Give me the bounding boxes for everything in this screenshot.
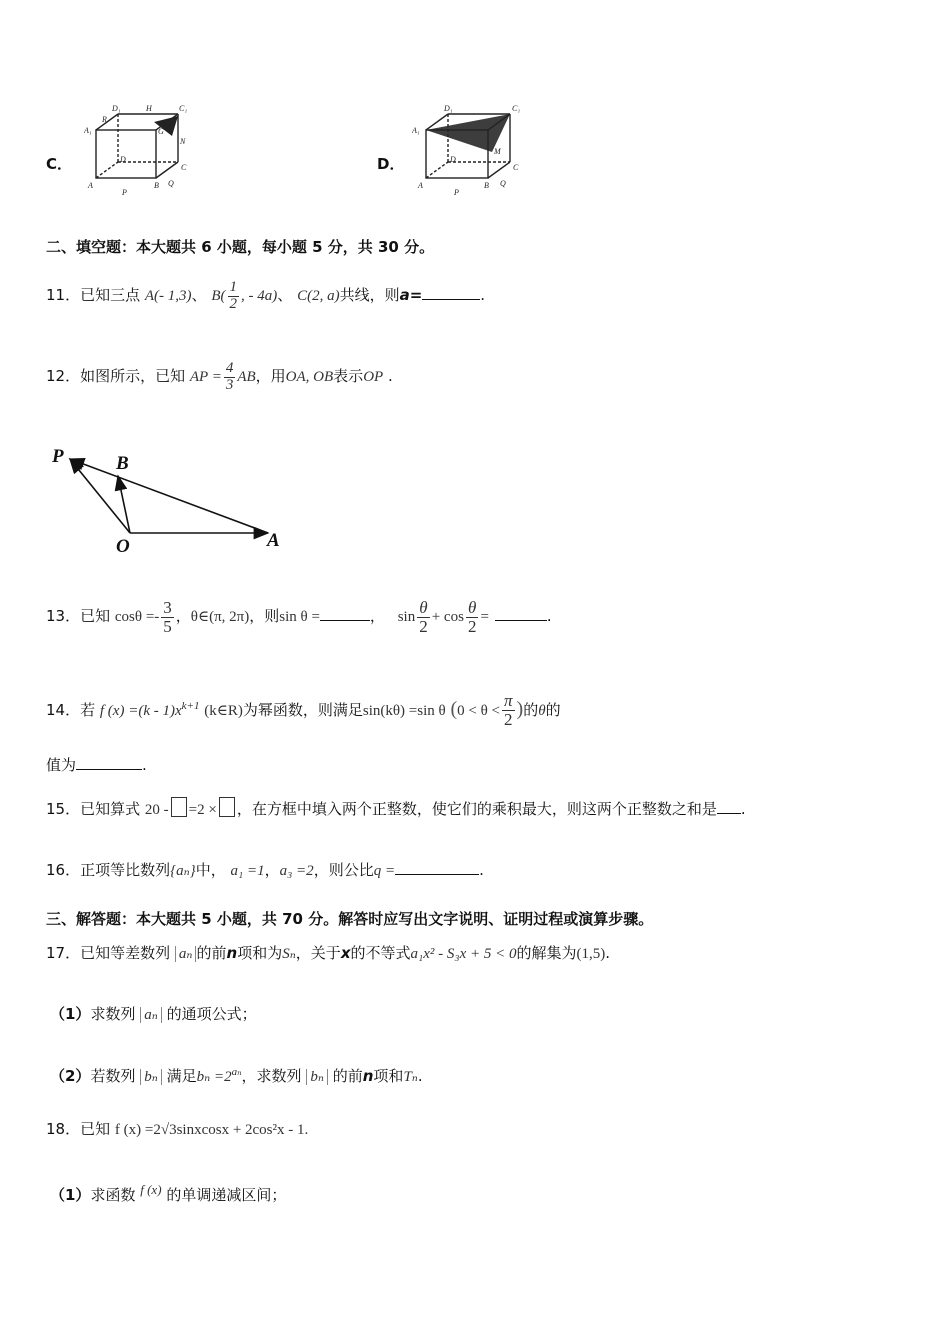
q12-end: .	[387, 367, 393, 385]
q18-p1-text: 求函数	[90, 1186, 136, 1204]
q12-target: OP	[363, 369, 384, 385]
q17-x: x	[340, 944, 351, 962]
q12-text2: ，用	[255, 367, 286, 385]
q17-p2-label: （2）	[50, 1067, 91, 1085]
q13-number: 13．	[46, 607, 81, 625]
q13-blank-2[interactable]	[495, 619, 547, 621]
q11-pb-den: 2	[229, 296, 238, 313]
q15-box-1[interactable]	[171, 797, 187, 817]
q13-half-num-2: θ	[466, 599, 479, 618]
svg-text:B: B	[484, 181, 489, 190]
q17-n: n	[226, 944, 238, 962]
question-18-part-1	[50, 1176, 286, 1209]
q17-text6: 的解集为	[516, 944, 577, 962]
svg-text:A: A	[418, 181, 423, 190]
q17-end: .	[605, 944, 611, 962]
q13-cos-num: 3	[163, 598, 172, 618]
q17-text: 已知等差数列	[80, 944, 171, 962]
q17-p1-text: 求数列	[90, 1005, 136, 1023]
q13-cos-lhs: cosθ =-	[114, 609, 160, 625]
q14-paren-open: (	[450, 698, 458, 720]
q17-p2-sequence-2: bₙ	[306, 1069, 328, 1085]
q14-theta: θ	[538, 703, 546, 719]
q11-number: 11．	[46, 286, 81, 304]
svg-text:Q: Q	[500, 179, 506, 188]
q17-p1-sequence: aₙ	[140, 1007, 162, 1023]
section-fill-heading: 二、填空题：本大题共 6 小题，每小题 5 分，共 30 分。	[46, 238, 435, 256]
q13-half-angle	[397, 598, 489, 637]
q11-pb-pre: B(	[211, 288, 226, 304]
svg-text:A₁: A₁	[84, 126, 92, 135]
q16-sequence: {aₙ}	[170, 863, 196, 879]
svg-text:D: D	[120, 155, 126, 164]
q14-equation: sin(kθ) =sin θ	[362, 703, 446, 719]
q17-p2-end: .	[417, 1067, 423, 1085]
q15-expr2: =2 ×	[188, 802, 217, 818]
question-17-part-2	[50, 1058, 423, 1091]
svg-text:D₁: D₁	[112, 104, 121, 113]
svg-text:C: C	[181, 163, 187, 172]
q14-line2-text: 值为	[46, 756, 77, 774]
q17-p2-sequence: bₙ	[140, 1069, 162, 1085]
label-o: O	[116, 536, 130, 557]
question-17-part-1	[50, 1000, 257, 1029]
svg-text:G: G	[158, 127, 164, 136]
q18-text: 已知	[80, 1120, 111, 1138]
q17-p2-text3: ，求数列	[241, 1067, 302, 1085]
q14-function	[99, 700, 200, 719]
q15-end: .	[740, 800, 746, 818]
q14-paren-close: )	[516, 698, 524, 720]
q11-point-a: A(- 1,3)	[144, 288, 192, 304]
q14-text: 若	[80, 701, 96, 719]
q11-answer-blank[interactable]	[422, 298, 480, 300]
q16-answer-blank[interactable]	[395, 873, 479, 875]
q12-lhs: AP =	[189, 369, 222, 385]
q18-p1-text2: 的单调递减区间；	[166, 1186, 287, 1204]
q17-sn: Sₙ	[282, 946, 296, 962]
q13-plus-cos: + cos	[431, 609, 464, 625]
q15-text: 已知算式	[80, 800, 141, 818]
q15-expr1: 20 -	[144, 802, 169, 818]
q15-text2: ，在方框中填入两个正整数，使它们的乘积最大，则这两个正整数之和是	[236, 800, 717, 818]
q13-comma2: ，	[369, 607, 385, 625]
q17-sequence: aₙ	[175, 946, 197, 962]
q13-half-den: 2	[419, 617, 428, 637]
q14-answer-blank[interactable]	[76, 768, 142, 770]
q11-pb-num: 1	[229, 279, 238, 296]
q17-p2-text5: 项和	[373, 1067, 404, 1085]
svg-text:H: H	[146, 104, 152, 113]
q14-func: f (x) =(k - 1)x	[99, 703, 182, 719]
q17-p2-n: n	[362, 1067, 374, 1085]
q17-p2-text: 若数列	[90, 1067, 136, 1085]
q15-box-2[interactable]	[219, 797, 235, 817]
q12-number: 12．	[46, 367, 81, 385]
question-14	[46, 684, 561, 733]
q17-p2-text2: 满足	[166, 1067, 197, 1085]
svg-text:M: M	[494, 147, 501, 156]
q14-range-den: 2	[504, 710, 513, 729]
q17-p1-text2: 的通项公式；	[166, 1005, 257, 1023]
q17-text5: 的不等式	[350, 944, 411, 962]
q16-a3: a₃ =2	[279, 863, 314, 879]
q17-p1-label: （1）	[50, 1005, 91, 1023]
question-15	[46, 796, 746, 823]
q14-range-lhs: 0 < θ <	[457, 703, 501, 719]
q17-inequality: a₁x² - S₃x + 5 < 0	[410, 946, 517, 962]
label-a: A	[267, 530, 280, 551]
q11-end: .	[480, 286, 486, 304]
q15-answer-blank[interactable]	[717, 812, 741, 814]
svg-text:R: R	[102, 115, 107, 124]
svg-text:A₁: A₁	[412, 126, 420, 135]
svg-text:P: P	[122, 188, 127, 196]
q12-frac-den: 3	[225, 377, 234, 394]
q13-half-num: θ	[417, 599, 430, 618]
q17-text4: ，关于	[295, 944, 341, 962]
question-14-line2	[46, 754, 147, 775]
section-answer-heading: 三、解答题：本大题共 5 小题，共 70 分。解答时应写出文字说明、证明过程或演算步骤。	[46, 910, 654, 928]
q15-number: 15．	[46, 800, 81, 818]
q17-text3: 项和为	[237, 944, 283, 962]
q16-a1: a₁ =1	[230, 863, 265, 879]
q18-p1-label: （1）	[50, 1186, 91, 1204]
q12-text: 如图所示，已知	[80, 367, 186, 385]
svg-text:A: A	[88, 181, 93, 190]
q14-end: .	[142, 756, 147, 774]
q17-number: 17．	[46, 944, 81, 962]
q16-text2: 中，	[195, 861, 226, 879]
svg-text:C₁: C₁	[512, 104, 521, 113]
q14-exp: k+1	[181, 700, 200, 712]
q11-pb-post: , - 4a)	[241, 288, 278, 304]
q16-text: 正项等比数列	[80, 861, 171, 879]
question-11	[46, 278, 485, 313]
question-17	[46, 938, 610, 969]
q13-blank-1[interactable]	[320, 619, 370, 621]
svg-text:C: C	[513, 163, 519, 172]
q18-number: 18．	[46, 1120, 81, 1138]
q12-text3: 表示	[333, 367, 364, 385]
cube-figure-d	[412, 100, 528, 196]
q12-equation	[189, 360, 256, 394]
q16-q: q =	[373, 863, 396, 879]
q13-text: 已知	[80, 607, 111, 625]
q13-eq: =	[480, 609, 489, 625]
svg-text:N: N	[180, 137, 186, 146]
q16-comma: ，	[264, 861, 280, 879]
q13-half-den-2: 2	[467, 617, 477, 637]
q13-cos	[114, 598, 176, 637]
q13-text2: ，则	[249, 607, 280, 625]
q13-condition: θ∈(π, 2π)	[190, 609, 250, 625]
q17-solution-set: (1,5)	[576, 946, 606, 962]
q13-cos-den: 5	[163, 617, 172, 637]
label-p: P	[52, 446, 64, 467]
q13-half-sin: sin	[397, 609, 416, 625]
option-c-label: C．	[46, 155, 73, 173]
q17-p2-tn: Tₙ	[403, 1069, 418, 1085]
q11-sep: 、	[191, 286, 207, 304]
q11-sep2: 、	[277, 286, 293, 304]
option-d-label: D．	[377, 155, 405, 173]
q16-text3: ，则公比	[313, 861, 374, 879]
vector-figure	[46, 440, 296, 558]
q14-range-num: π	[504, 691, 513, 711]
cube-figure-c	[84, 100, 196, 196]
label-b: B	[116, 453, 129, 474]
q11-text2: 共线，则	[339, 286, 400, 304]
q12-frac-num: 4	[225, 360, 234, 377]
q11-point-b	[211, 279, 278, 313]
q16-end: .	[479, 861, 484, 879]
q12-basis: OA, OB	[285, 369, 334, 385]
svg-text:C₁: C₁	[179, 104, 188, 113]
q12-rhs: AB	[237, 369, 256, 385]
question-13	[46, 594, 552, 639]
q13-comma1: ，	[175, 607, 191, 625]
q11-var: a=	[399, 286, 423, 304]
q14-condition: (k∈R)	[204, 703, 243, 719]
svg-text:P: P	[454, 188, 459, 196]
q11-point-c: C(2, a)	[297, 288, 340, 304]
q18-function: f (x) =2√3sinxcosx + 2cos²x - 1.	[114, 1122, 309, 1138]
svg-text:B: B	[154, 181, 159, 190]
q17-p2-definition: bₙ =2	[196, 1069, 232, 1085]
svg-text:D: D	[450, 155, 456, 164]
q13-sin: sin θ =	[279, 609, 320, 625]
question-12	[46, 356, 393, 397]
q13-end: .	[546, 607, 552, 625]
q14-text2: 为幂函数，则满足	[242, 701, 363, 719]
q14-number: 14．	[46, 701, 81, 719]
q14-text4: 的	[545, 701, 561, 719]
q17-p2-text4: 的前	[332, 1067, 363, 1085]
svg-text:Q: Q	[168, 179, 174, 188]
q17-text2: 的前	[196, 944, 227, 962]
q14-text3: 的	[523, 701, 539, 719]
svg-text:D₁: D₁	[444, 104, 453, 113]
q17-p2-exponent: aₙ	[231, 1066, 242, 1078]
q16-number: 16．	[46, 861, 81, 879]
question-18	[46, 1114, 308, 1145]
q18-p1-function: f (x)	[140, 1182, 162, 1197]
question-16	[46, 856, 484, 885]
q11-text: 已知三点	[80, 286, 141, 304]
